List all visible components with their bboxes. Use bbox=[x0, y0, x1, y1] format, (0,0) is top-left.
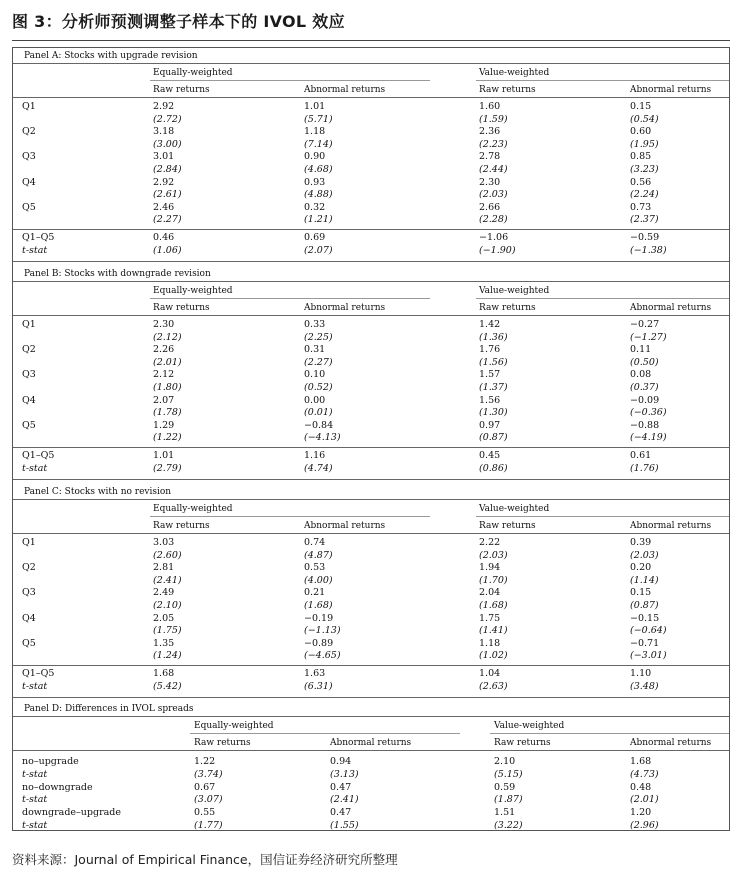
tstat-value: (0.87) bbox=[479, 432, 508, 444]
ew-header-rule bbox=[150, 298, 430, 299]
diff-tstat: (3.48) bbox=[630, 680, 659, 692]
abnormal-returns-header: Abnormal returns bbox=[630, 738, 712, 748]
panel-bottom-rule bbox=[13, 697, 729, 698]
equal-weighted-header: Equally-weighted bbox=[153, 504, 233, 514]
tstat-value: (1.41) bbox=[479, 625, 508, 637]
coef-value: 1.01 bbox=[304, 101, 326, 112]
ew-header-rule bbox=[150, 80, 430, 81]
panel-title-rule bbox=[13, 716, 729, 717]
spread-value: 1.51 bbox=[494, 807, 516, 818]
q1-q5-label: Q1–Q5 bbox=[22, 668, 55, 679]
spread-value: 0.55 bbox=[194, 807, 216, 818]
quintile-label: Q5 bbox=[22, 201, 36, 213]
tstat-value: (1.80) bbox=[153, 382, 182, 393]
tstat-value: (2.24) bbox=[630, 189, 659, 201]
tstat-value: (1.95) bbox=[630, 138, 659, 150]
tstat-value: (4.87) bbox=[304, 549, 333, 561]
raw-returns-header: Raw returns bbox=[194, 738, 251, 748]
coef-value: −0.88 bbox=[630, 419, 660, 431]
coef-value: −0.89 bbox=[304, 637, 334, 649]
spread-label: downgrade–upgrade bbox=[22, 807, 121, 818]
tstat-value: (0.52) bbox=[304, 382, 333, 393]
quintile-label: Q4 bbox=[22, 394, 36, 406]
tstat-value: (1.70) bbox=[479, 574, 508, 586]
panel-title-rule bbox=[13, 63, 729, 64]
tstat-value: (1.75) bbox=[153, 625, 182, 637]
tstat-value: (−4.13) bbox=[304, 432, 341, 444]
vw-header-rule bbox=[476, 298, 729, 299]
tstat-value: (0.87) bbox=[630, 600, 659, 611]
spread-tstat: (1.55) bbox=[330, 819, 359, 831]
tstat-value: (4.88) bbox=[304, 189, 333, 201]
diff-value: 1.16 bbox=[304, 450, 326, 461]
panel-title: Panel C: Stocks with no revision bbox=[24, 487, 172, 497]
tstat-value: (0.01) bbox=[304, 407, 333, 419]
quintile-label: Q2 bbox=[22, 562, 36, 574]
tstat-value: (3.00) bbox=[153, 138, 182, 150]
tstat-value: (1.68) bbox=[304, 600, 333, 611]
equal-weighted-header: Equally-weighted bbox=[153, 286, 233, 296]
diff-tstat: (2.63) bbox=[479, 680, 508, 692]
diff-tstat: (1.06) bbox=[153, 244, 182, 256]
coef-value: 0.85 bbox=[630, 151, 652, 163]
tstat-value: (1.36) bbox=[479, 331, 508, 343]
coef-value: 3.18 bbox=[153, 126, 175, 138]
value-weighted-header: Value-weighted bbox=[479, 286, 550, 296]
raw-returns-header: Raw returns bbox=[494, 738, 551, 748]
vw-header-rule bbox=[476, 516, 729, 517]
abnormal-returns-header: Abnormal returns bbox=[630, 521, 712, 531]
spread-value: 1.20 bbox=[630, 807, 652, 818]
diff-row-rule bbox=[13, 665, 729, 666]
tstat-value: (3.23) bbox=[630, 164, 659, 175]
ew-header-rule bbox=[150, 516, 430, 517]
raw-returns-header: Raw returns bbox=[153, 85, 210, 95]
tstat-value: (2.03) bbox=[630, 549, 659, 561]
tstat-value: (−1.13) bbox=[304, 625, 341, 637]
tstat-label: t-stat bbox=[22, 819, 48, 831]
spread-tstat: (1.77) bbox=[194, 819, 223, 831]
tstat-value: (1.14) bbox=[630, 574, 659, 586]
tstat-value: (2.03) bbox=[479, 189, 508, 201]
spread-tstat: (4.73) bbox=[630, 768, 659, 780]
value-weighted-header: Value-weighted bbox=[494, 721, 565, 731]
coef-value: 0.73 bbox=[630, 201, 652, 213]
coef-value: 1.56 bbox=[479, 394, 501, 406]
coef-value: 2.12 bbox=[153, 369, 175, 381]
diff-value: −0.59 bbox=[630, 232, 660, 243]
coef-value: 0.21 bbox=[304, 587, 326, 599]
coef-value: 0.15 bbox=[630, 101, 652, 112]
panel-title-rule bbox=[13, 499, 729, 500]
coef-value: 2.07 bbox=[153, 394, 175, 406]
coef-value: 0.39 bbox=[630, 537, 652, 548]
coef-value: 0.10 bbox=[304, 369, 326, 381]
tstat-value: (2.03) bbox=[479, 549, 508, 561]
tstat-value: (2.01) bbox=[153, 356, 182, 368]
coef-value: −0.71 bbox=[630, 637, 660, 649]
tstat-value: (−4.19) bbox=[630, 432, 667, 444]
tstat-value: (4.68) bbox=[304, 164, 333, 175]
column-header-rule bbox=[13, 533, 729, 534]
coef-value: 1.94 bbox=[479, 562, 501, 574]
coef-value: 2.30 bbox=[153, 319, 175, 330]
quintile-label: Q4 bbox=[22, 612, 36, 624]
tstat-value: (1.56) bbox=[479, 356, 508, 368]
quintile-label: Q4 bbox=[22, 176, 36, 188]
spread-tstat: (3.74) bbox=[194, 768, 223, 780]
coef-value: 1.75 bbox=[479, 612, 501, 624]
spread-value: 1.68 bbox=[630, 756, 652, 767]
abnormal-returns-header: Abnormal returns bbox=[304, 85, 386, 95]
coef-value: 1.60 bbox=[479, 101, 501, 112]
coef-value: 1.18 bbox=[304, 126, 326, 138]
spread-tstat: (3.22) bbox=[494, 819, 523, 831]
spread-tstat: (1.87) bbox=[494, 794, 523, 806]
spread-value: 0.48 bbox=[630, 781, 652, 793]
abnormal-returns-header: Abnormal returns bbox=[630, 303, 712, 313]
coef-value: 1.35 bbox=[153, 637, 175, 649]
tstat-value: (−4.65) bbox=[304, 650, 341, 662]
diff-value: −1.06 bbox=[479, 232, 509, 243]
raw-returns-header: Raw returns bbox=[479, 303, 536, 313]
coef-value: 1.76 bbox=[479, 344, 501, 356]
coef-value: 0.33 bbox=[304, 319, 326, 330]
coef-value: −0.19 bbox=[304, 612, 334, 624]
diff-tstat: (5.42) bbox=[153, 680, 182, 692]
coef-value: 1.57 bbox=[479, 369, 501, 381]
coef-value: 2.30 bbox=[479, 176, 501, 188]
tstat-value: (2.37) bbox=[630, 214, 659, 226]
abnormal-returns-header: Abnormal returns bbox=[304, 303, 386, 313]
tstat-value: (1.78) bbox=[153, 407, 182, 419]
tstat-label: t-stat bbox=[22, 680, 48, 692]
coef-value: 2.92 bbox=[153, 101, 175, 112]
tstat-label: t-stat bbox=[22, 794, 48, 806]
tstat-value: (5.71) bbox=[304, 113, 333, 125]
coef-value: 0.74 bbox=[304, 537, 326, 548]
title-rule bbox=[12, 40, 730, 41]
source-note: 资料来源：Journal of Empirical Finance，国信证券经济研究所整理 bbox=[12, 852, 398, 867]
raw-returns-header: Raw returns bbox=[153, 521, 210, 531]
tstat-value: (−0.36) bbox=[630, 407, 667, 419]
tstat-value: (1.22) bbox=[153, 432, 182, 444]
diff-tstat: (2.79) bbox=[153, 462, 182, 474]
diff-row-rule bbox=[13, 447, 729, 448]
panel-bottom-rule bbox=[13, 479, 729, 480]
coef-value: 1.42 bbox=[479, 319, 501, 330]
diff-value: 0.45 bbox=[479, 450, 501, 461]
tstat-value: (−0.64) bbox=[630, 625, 667, 637]
spread-tstat: (3.13) bbox=[330, 768, 359, 780]
quintile-label: Q3 bbox=[22, 587, 36, 599]
diff-value: 1.10 bbox=[630, 668, 652, 679]
tstat-value: (2.27) bbox=[153, 214, 182, 226]
coef-value: −0.84 bbox=[304, 419, 334, 431]
diff-tstat: (1.76) bbox=[630, 462, 659, 474]
abnormal-returns-header: Abnormal returns bbox=[330, 738, 412, 748]
coef-value: 2.26 bbox=[153, 344, 175, 356]
q1-q5-label: Q1–Q5 bbox=[22, 450, 55, 461]
tstat-value: (2.12) bbox=[153, 331, 182, 343]
coef-value: 3.03 bbox=[153, 537, 175, 548]
value-weighted-header: Value-weighted bbox=[479, 504, 550, 514]
value-weighted-header: Value-weighted bbox=[479, 68, 550, 78]
quintile-label: Q1 bbox=[22, 101, 36, 112]
equal-weighted-header: Equally-weighted bbox=[194, 721, 274, 731]
coef-value: 2.22 bbox=[479, 537, 501, 548]
panel-title: Panel A: Stocks with upgrade revision bbox=[24, 51, 198, 61]
spread-tstat: (2.01) bbox=[630, 794, 659, 806]
spread-tstat: (5.15) bbox=[494, 768, 523, 780]
diff-tstat: (6.31) bbox=[304, 680, 333, 692]
tstat-value: (−1.27) bbox=[630, 331, 667, 343]
spread-value: 1.22 bbox=[194, 756, 216, 767]
tstat-value: (2.27) bbox=[304, 356, 333, 368]
coef-value: 0.15 bbox=[630, 587, 652, 599]
tstat-value: (1.59) bbox=[479, 113, 508, 125]
column-header-rule bbox=[13, 750, 729, 751]
tstat-value: (2.10) bbox=[153, 600, 182, 611]
diff-value: 1.63 bbox=[304, 668, 326, 679]
tstat-value: (2.44) bbox=[479, 164, 508, 175]
tstat-value: (2.41) bbox=[153, 574, 182, 586]
tstat-value: (2.28) bbox=[479, 214, 508, 226]
tstat-value: (2.72) bbox=[153, 113, 182, 125]
raw-returns-header: Raw returns bbox=[479, 85, 536, 95]
spread-value: 0.94 bbox=[330, 756, 352, 767]
coef-value: 0.93 bbox=[304, 176, 326, 188]
panel-bottom-rule bbox=[13, 261, 729, 262]
coef-value: 1.18 bbox=[479, 637, 501, 649]
tstat-value: (−3.01) bbox=[630, 650, 667, 662]
tstat-value: (2.25) bbox=[304, 331, 333, 343]
tstat-value: (1.30) bbox=[479, 407, 508, 419]
tstat-value: (1.68) bbox=[479, 600, 508, 611]
vw-header-rule bbox=[490, 733, 729, 734]
abnormal-returns-header: Abnormal returns bbox=[630, 85, 712, 95]
spread-value: 2.10 bbox=[494, 756, 516, 767]
tstat-label: t-stat bbox=[22, 768, 48, 780]
diff-tstat: (−1.90) bbox=[479, 244, 516, 256]
coef-value: 0.08 bbox=[630, 369, 652, 381]
quintile-label: Q3 bbox=[22, 369, 36, 381]
diff-value: 0.69 bbox=[304, 232, 326, 243]
ew-header-rule bbox=[190, 733, 460, 734]
coef-value: 0.00 bbox=[304, 394, 326, 406]
coef-value: 0.90 bbox=[304, 151, 326, 163]
tstat-value: (2.84) bbox=[153, 164, 182, 175]
quintile-label: Q3 bbox=[22, 151, 36, 163]
column-header-rule bbox=[13, 315, 729, 316]
panel-title: Panel D: Differences in IVOL spreads bbox=[24, 704, 194, 714]
diff-tstat: (0.86) bbox=[479, 462, 508, 474]
coef-value: −0.27 bbox=[630, 319, 660, 330]
q1-q5-label: Q1–Q5 bbox=[22, 232, 55, 243]
coef-value: 2.49 bbox=[153, 587, 175, 599]
spread-value: 0.67 bbox=[194, 781, 216, 793]
coef-value: 2.04 bbox=[479, 587, 501, 599]
coef-value: −0.09 bbox=[630, 394, 660, 406]
coef-value: 0.56 bbox=[630, 176, 652, 188]
quintile-label: Q2 bbox=[22, 344, 36, 356]
spread-value: 0.47 bbox=[330, 807, 352, 818]
quintile-label: Q5 bbox=[22, 419, 36, 431]
equal-weighted-header: Equally-weighted bbox=[153, 68, 233, 78]
quintile-label: Q2 bbox=[22, 126, 36, 138]
diff-value: 1.04 bbox=[479, 668, 501, 679]
coef-value: −0.15 bbox=[630, 612, 660, 624]
spread-tstat: (2.96) bbox=[630, 819, 659, 831]
panel-title-rule bbox=[13, 281, 729, 282]
tstat-value: (2.60) bbox=[153, 549, 182, 561]
coef-value: 2.78 bbox=[479, 151, 501, 163]
spread-value: 0.59 bbox=[494, 781, 516, 793]
spread-value: 0.47 bbox=[330, 781, 352, 793]
raw-returns-header: Raw returns bbox=[479, 521, 536, 531]
quintile-label: Q1 bbox=[22, 319, 36, 330]
coef-value: 0.31 bbox=[304, 344, 326, 356]
raw-returns-header: Raw returns bbox=[153, 303, 210, 313]
quintile-label: Q5 bbox=[22, 637, 36, 649]
tstat-value: (0.50) bbox=[630, 356, 659, 368]
spread-tstat: (2.41) bbox=[330, 794, 359, 806]
column-header-rule bbox=[13, 97, 729, 98]
coef-value: 2.36 bbox=[479, 126, 501, 138]
tstat-value: (1.02) bbox=[479, 650, 508, 662]
tstat-label: t-stat bbox=[22, 244, 48, 256]
coef-value: 2.92 bbox=[153, 176, 175, 188]
tstat-value: (0.37) bbox=[630, 382, 659, 393]
diff-value: 0.46 bbox=[153, 232, 175, 243]
tstat-value: (2.61) bbox=[153, 189, 182, 201]
diff-tstat: (4.74) bbox=[304, 462, 333, 474]
tstat-value: (4.00) bbox=[304, 574, 333, 586]
coef-value: 0.32 bbox=[304, 201, 326, 213]
spread-tstat: (3.07) bbox=[194, 794, 223, 806]
coef-value: 0.97 bbox=[479, 419, 501, 431]
panel-title: Panel B: Stocks with downgrade revision bbox=[24, 269, 211, 279]
figure-title: 图 3：分析师预测调整子样本下的 IVOL 效应 bbox=[12, 12, 345, 31]
spread-label: no–downgrade bbox=[22, 781, 93, 793]
diff-value: 1.01 bbox=[153, 450, 175, 461]
coef-value: 1.29 bbox=[153, 419, 175, 431]
coef-value: 0.60 bbox=[630, 126, 652, 138]
coef-value: 2.05 bbox=[153, 612, 175, 624]
coef-value: 2.46 bbox=[153, 201, 175, 213]
tstat-value: (2.23) bbox=[479, 138, 508, 150]
vw-header-rule bbox=[476, 80, 729, 81]
coef-value: 0.20 bbox=[630, 562, 652, 574]
diff-tstat: (2.07) bbox=[304, 244, 333, 256]
abnormal-returns-header: Abnormal returns bbox=[304, 521, 386, 531]
diff-tstat: (−1.38) bbox=[630, 244, 667, 256]
coef-value: 2.66 bbox=[479, 201, 501, 213]
quintile-label: Q1 bbox=[22, 537, 36, 548]
diff-value: 1.68 bbox=[153, 668, 175, 679]
spread-label: no–upgrade bbox=[22, 756, 79, 767]
tstat-value: (7.14) bbox=[304, 138, 333, 150]
tstat-value: (0.54) bbox=[630, 113, 659, 125]
diff-value: 0.61 bbox=[630, 450, 652, 461]
coef-value: 0.53 bbox=[304, 562, 326, 574]
coef-value: 3.01 bbox=[153, 151, 175, 163]
coef-value: 2.81 bbox=[153, 562, 175, 574]
tstat-label: t-stat bbox=[22, 462, 48, 474]
tstat-value: (1.21) bbox=[304, 214, 333, 226]
tstat-value: (1.24) bbox=[153, 650, 182, 662]
diff-row-rule bbox=[13, 229, 729, 230]
coef-value: 0.11 bbox=[630, 344, 652, 356]
tstat-value: (1.37) bbox=[479, 382, 508, 393]
